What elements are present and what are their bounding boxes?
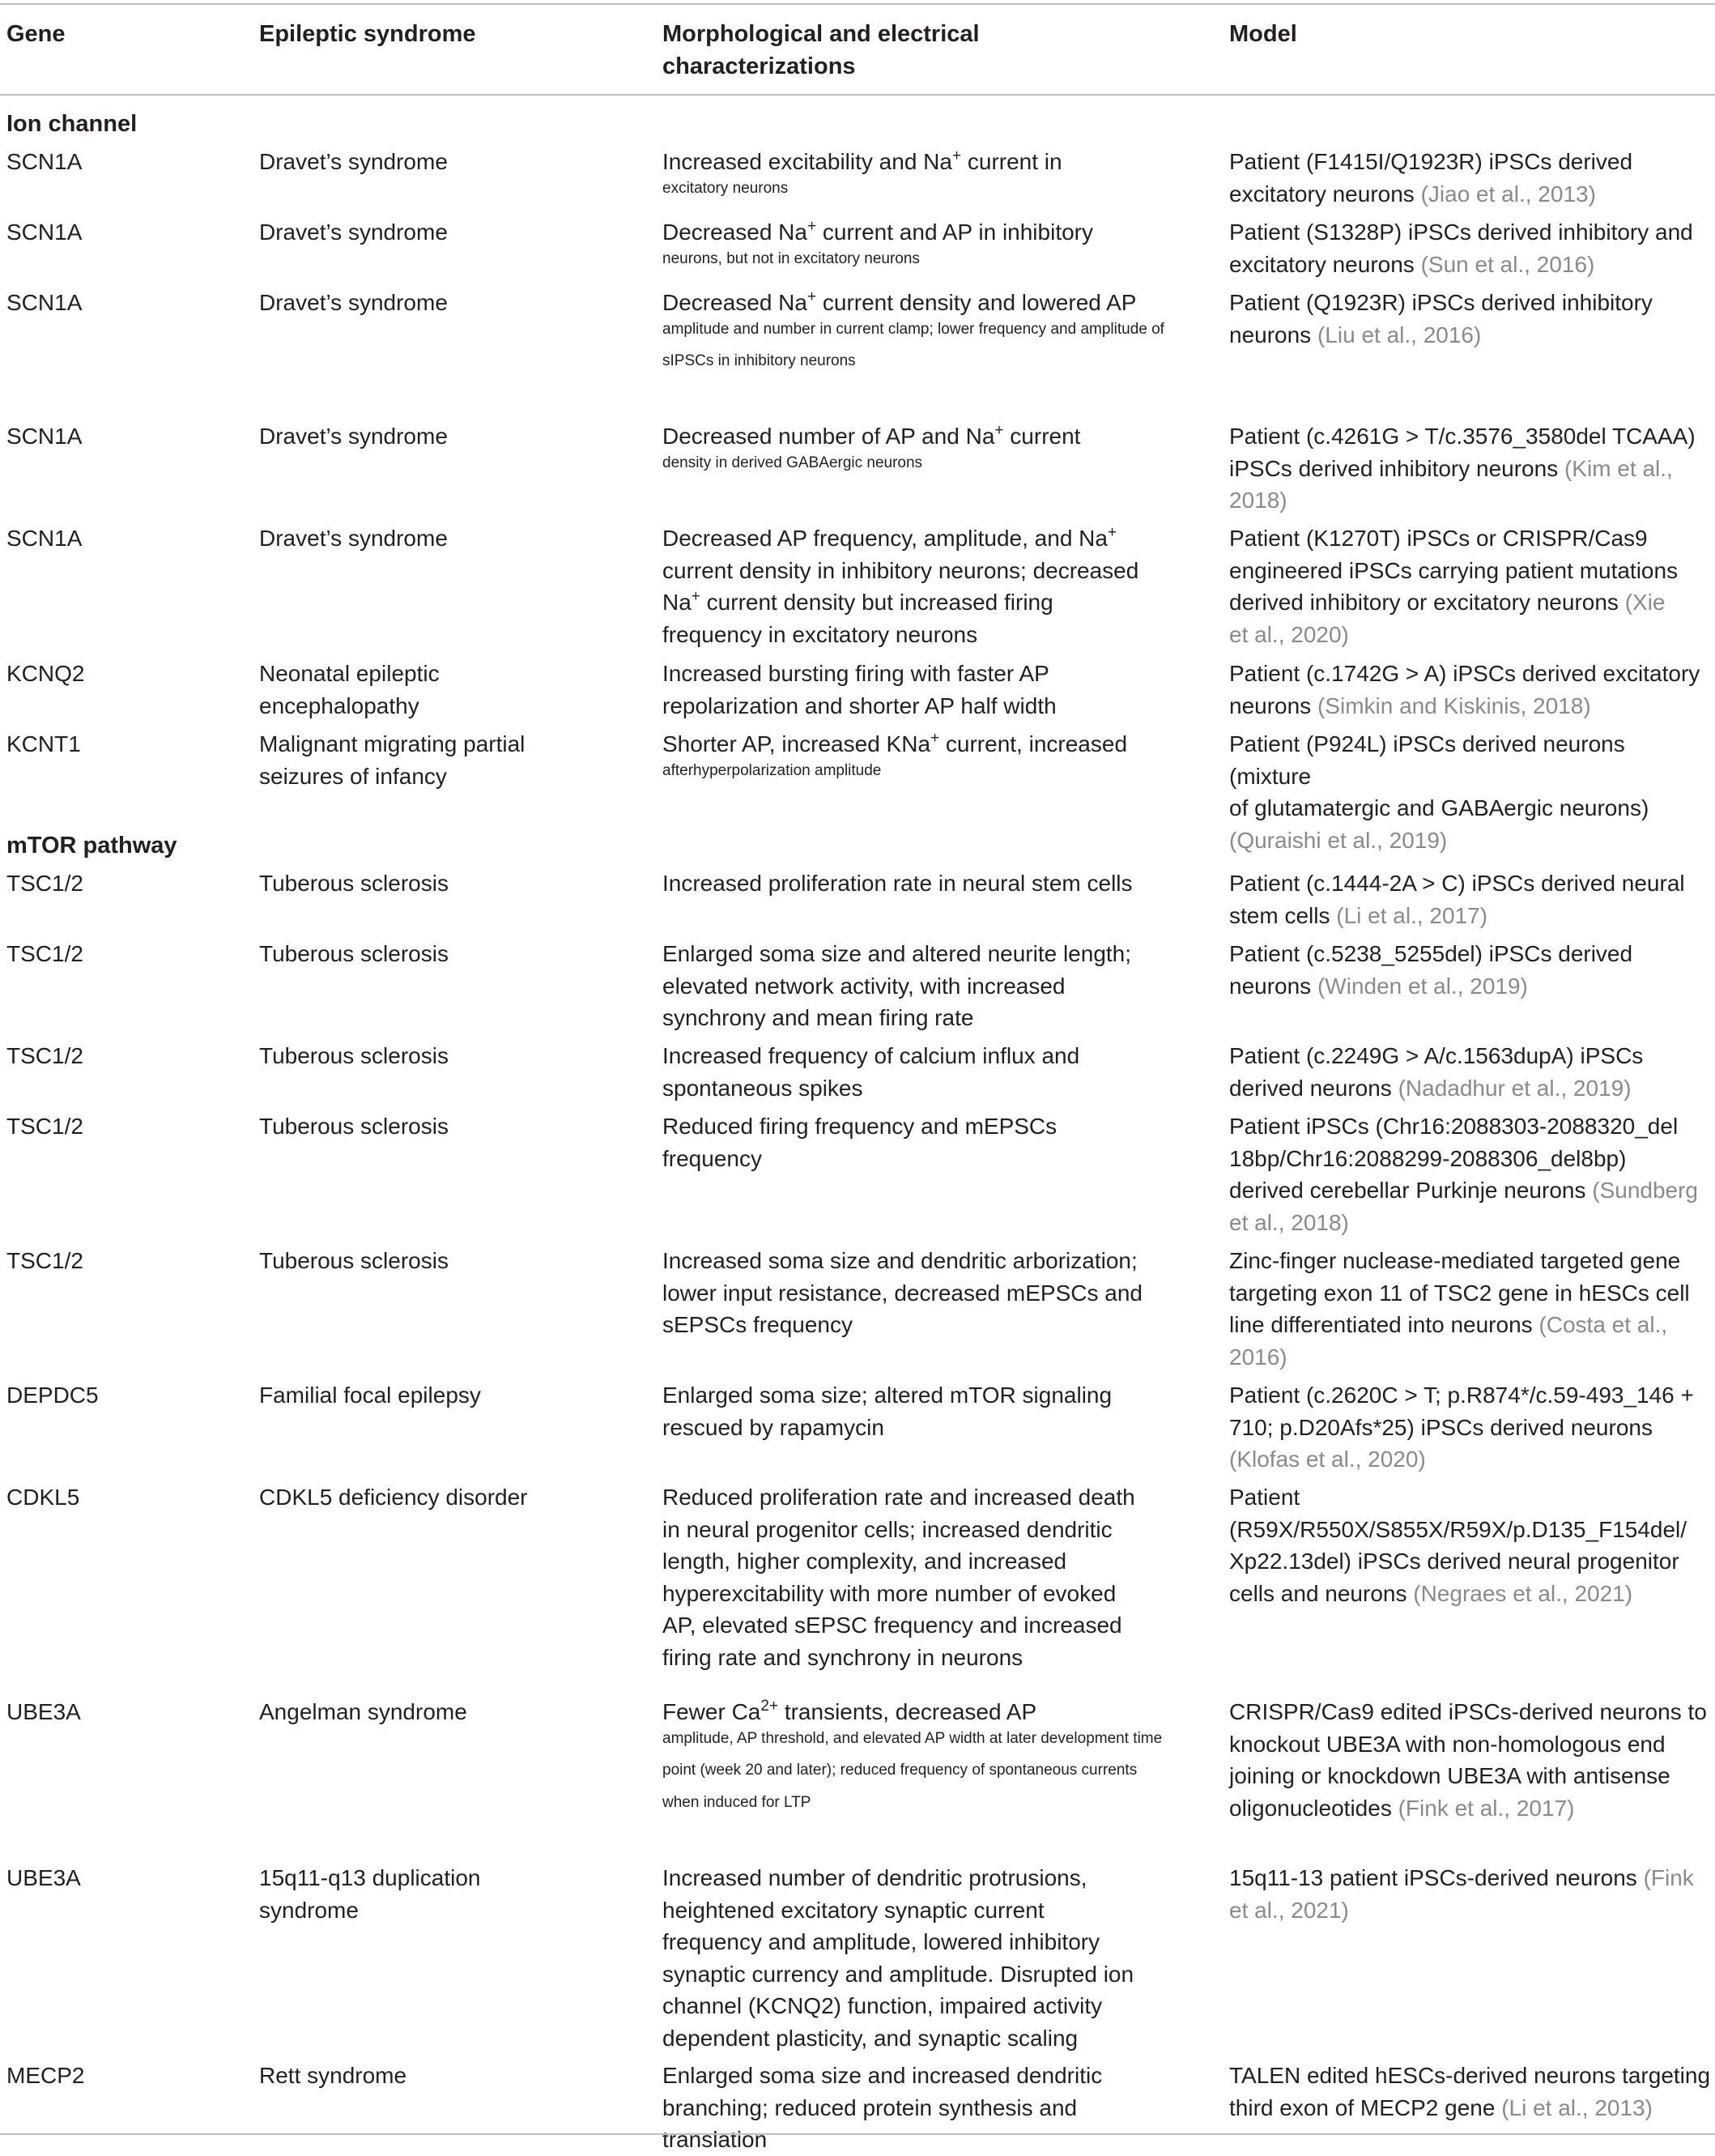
cell-gene: TSC1/2	[6, 1043, 83, 1068]
header-gene: Gene	[6, 21, 66, 47]
model-text: Patient (c.2620C > T; p.R874*/c.59-493_146 + 710; p.D20Afs*25) iPSCs derived neurons	[1229, 1383, 1694, 1440]
cell-model	[1229, 1696, 1711, 1824]
superscript-charge: amplitude, AP threshold, and elevated AP width at later development time point (week 20 and later); reduced frequency of spontaneous currents when induced for LTP	[662, 1729, 1163, 1811]
characterization-text: current in	[961, 149, 1062, 174]
characterization-text: current density and lowered AP	[816, 290, 1137, 315]
cell-gene: MECP2	[6, 2063, 85, 2088]
cell-syndrome: CDKL5 deficiency disorder	[259, 1485, 528, 1510]
characterization-text: Increased number of dendritic protrusions, heightened excitatory synaptic current frequency and amplitude, lowered inhibitory synaptic currency and amplitude. Disrupted ion channel (KCNQ2) function, impaired activity dependent plasticity, and synaptic scaling	[662, 1865, 1134, 2051]
cell-gene: TSC1/2	[6, 1114, 83, 1139]
section-ion-channel: Ion channel	[6, 111, 138, 137]
superscript-charge: +	[994, 422, 1004, 439]
cell-model	[1229, 1481, 1711, 1609]
citation-link[interactable]: (Sundberg et al., 2018)	[1229, 1178, 1699, 1235]
characterization-text: Enlarged soma size and increased dendritic branching; reduced protein synthesis and translation	[662, 2063, 1103, 2152]
cell-syndrome: Tuberous sclerosis	[259, 941, 449, 966]
cell-syndrome: Tuberous sclerosis	[259, 1248, 449, 1273]
model-text: Patient (F1415I/Q1923R) iPSCs derived excitatory neurons	[1229, 149, 1633, 207]
superscript-charge: +	[1107, 524, 1117, 541]
header-rule	[0, 94, 1715, 96]
citation-link[interactable]: (Xie et al., 2020)	[1229, 590, 1666, 647]
cell-gene: KCNQ2	[6, 661, 85, 686]
cell-syndrome: Malignant migrating partial seizures of infancy	[259, 731, 526, 789]
cell-gene: UBE3A	[6, 1699, 81, 1724]
cell-gene: KCNT1	[6, 731, 81, 756]
cell-syndrome: Tuberous sclerosis	[259, 1043, 449, 1068]
model-text: Patient (c.4261G > T/c.3576_3580del TCAAA) iPSCs derived inhibitory neurons	[1229, 424, 1696, 481]
characterization-text: Decreased number of AP and Na	[662, 424, 995, 449]
cell-syndrome: Angelman syndrome	[259, 1699, 467, 1724]
cell-syndrome: Tuberous sclerosis	[259, 871, 449, 896]
citation-link[interactable]: (Kim et al., 2018)	[1229, 455, 1673, 513]
citation-link[interactable]: (Winden et al., 2019)	[1317, 973, 1528, 999]
characterization-text: Enlarged soma size and altered neurite length; elevated network activity, with increased synchrony and mean firing rate	[662, 941, 1132, 1030]
cell-model	[1229, 522, 1711, 650]
characterization-text: Reduced proliferation rate and increased death in neural progenitor cells; increased dendritic length, higher complexity, and increased hyperexcitability with more number of evoked AP, elevated sEPSC frequency and increased firing rate and synchrony in neurons	[662, 1485, 1135, 1670]
characterization-text: transients, decreased AP	[778, 1699, 1037, 1724]
cell-model	[1229, 1110, 1711, 1238]
characterization-text: current and AP in inhibitory	[816, 219, 1093, 245]
cell-syndrome: Neonatal epileptic encephalopathy	[259, 661, 440, 718]
cell-model	[1229, 728, 1711, 856]
superscript-charge: afterhyperpolarization amplitude	[662, 761, 882, 779]
superscript-charge: +	[930, 730, 940, 747]
model-text: Patient (R59X/R550X/S855X/R59X/p.D135_F154del/ Xp22.13del) iPSCs derived neural progenitor cells and neurons	[1229, 1485, 1687, 1606]
characterization-text: current, increased	[939, 731, 1128, 756]
cell-gene: CDKL5	[6, 1485, 80, 1510]
superscript-charge: neurons, but not in excitatory neurons	[662, 249, 920, 267]
characterization-text: current density but increased firing frequency in excitatory neurons	[662, 590, 1053, 647]
cell-model	[1229, 146, 1711, 210]
cell-gene: SCN1A	[6, 526, 83, 551]
characterization-text: Decreased Na	[662, 290, 807, 315]
citation-link[interactable]: (Fink et al., 2021)	[1229, 1865, 1694, 1923]
superscript-charge: excitatory neurons	[662, 179, 789, 197]
superscript-charge: +	[806, 288, 817, 305]
characterization-text: Enlarged soma size; altered mTOR signaling rescued by rapamycin	[662, 1383, 1113, 1440]
cell-model	[1229, 1040, 1711, 1104]
characterization-text: Increased soma size and dendritic arborization; lower input resistance, decreased mEPSCs and sEPSCs frequency	[662, 1248, 1143, 1337]
model-text: Patient (S1328P) iPSCs derived inhibitory and excitatory neurons	[1229, 219, 1693, 277]
cell-syndrome: Dravet’s syndrome	[259, 290, 448, 315]
model-text: Patient (c.2249G > A/c.1563dupA) iPSCs derived neurons	[1229, 1043, 1644, 1101]
characterization-text: Fewer Ca	[662, 1699, 761, 1724]
cell-syndrome: Dravet’s syndrome	[259, 424, 448, 449]
cell-model	[1229, 1245, 1711, 1373]
cell-model	[1229, 420, 1711, 517]
cell-syndrome: Dravet’s syndrome	[259, 219, 448, 245]
characterization-text: Increased frequency of calcium influx and spontaneous spikes	[662, 1043, 1080, 1101]
characterization-text: Decreased Na	[662, 219, 807, 245]
characterization-text: Na	[662, 590, 692, 615]
citation-link[interactable]: (Costa et al., 2016)	[1229, 1312, 1668, 1370]
model-text: 15q11-13 patient iPSCs-derived neurons	[1229, 1865, 1644, 1890]
cell-gene: UBE3A	[6, 1865, 81, 1890]
model-text: Patient (Q1923R) iPSCs derived inhibitory neurons	[1229, 290, 1653, 347]
cell-characterization	[662, 728, 1164, 792]
cell-characterization	[662, 2060, 1164, 2156]
characterization-text: Decreased AP frequency, amplitude, and Na	[662, 526, 1108, 551]
cell-gene: DEPDC5	[6, 1383, 99, 1408]
cell-gene: SCN1A	[6, 149, 83, 174]
model-text: Patient iPSCs (Chr16:2088303-2088320_del 18bp/Chr16:2088299-2088306_del8bp) derived cerebellar Purkinje neurons	[1229, 1114, 1679, 1203]
cell-characterization	[662, 867, 1164, 900]
model-text: Patient (c.1444-2A > C) iPSCs derived neural stem cells	[1229, 871, 1685, 928]
header-syndrome: Epileptic syndrome	[259, 21, 476, 47]
cell-model	[1229, 287, 1711, 351]
cell-characterization	[662, 1110, 1164, 1174]
citation-link[interactable]: (Klofas et al., 2020)	[1229, 1447, 1426, 1472]
cell-characterization	[662, 216, 1164, 280]
model-text: Zinc-finger nuclease-mediated targeted gene targeting exon 11 of TSC2 gene in hESCs cell line differentiated into neurons	[1229, 1248, 1690, 1337]
cell-model	[1229, 216, 1711, 280]
cell-model	[1229, 1379, 1711, 1476]
cell-model	[1229, 938, 1711, 1002]
cell-gene: SCN1A	[6, 424, 83, 449]
cell-gene: TSC1/2	[6, 871, 83, 896]
cell-characterization	[662, 1245, 1164, 1341]
citation-link[interactable]: (Quraishi et al., 2019)	[1229, 827, 1448, 853]
citation-link[interactable]: (Jiao et al., 2013)	[1420, 181, 1596, 207]
citation-link[interactable]: (Liu et al., 2016)	[1317, 322, 1482, 347]
cell-model	[1229, 658, 1711, 722]
citation-link[interactable]: (Simkin and Kiskinis, 2018)	[1317, 692, 1591, 718]
cell-syndrome: 15q11-q13 duplication syndrome	[259, 1865, 481, 1923]
cell-characterization	[662, 1040, 1164, 1104]
model-text: Patient (c.1742G > A) iPSCs derived excitatory neurons	[1229, 661, 1700, 718]
characterization-text: Increased proliferation rate in neural stem cells	[662, 871, 1133, 896]
model-text: TALEN edited hESCs-derived neurons targeting third exon of MECP2 gene	[1229, 2063, 1711, 2120]
citation-link[interactable]: (Nadadhur et al., 2019)	[1398, 1075, 1632, 1101]
cell-characterization	[662, 287, 1164, 383]
model-text: CRISPR/Cas9 edited iPSCs-derived neurons to knockout UBE3A with non-homologous end joining or knockdown UBE3A with antisense oligonucleotides	[1229, 1699, 1707, 1821]
cell-characterization	[662, 938, 1164, 1034]
cell-gene: SCN1A	[6, 290, 83, 315]
citation-link[interactable]: (Fink et al., 2017)	[1398, 1795, 1575, 1821]
cell-gene: TSC1/2	[6, 1248, 83, 1273]
citation-link[interactable]: (Negraes et al., 2021)	[1413, 1580, 1633, 1606]
characterization-text: Shorter AP, increased KNa	[662, 731, 931, 756]
cell-syndrome: Tuberous sclerosis	[259, 1114, 449, 1139]
characterization-text: Reduced firing frequency and mEPSCs frequency	[662, 1114, 1058, 1171]
cell-characterization	[662, 1481, 1164, 1673]
cell-model	[1229, 1862, 1711, 1926]
cell-gene: TSC1/2	[6, 941, 83, 966]
model-text: Patient (P924L) iPSCs derived neurons (mixture of glutamatergic and GABAergic neurons)	[1229, 731, 1649, 820]
characterization-text: current density in inhibitory neurons; decreased	[662, 557, 1139, 583]
cell-characterization	[662, 522, 1164, 650]
superscript-charge: +	[806, 218, 817, 235]
cell-characterization	[662, 1379, 1164, 1443]
characterization-text: current	[1003, 424, 1081, 449]
characterization-text: Increased bursting firing with faster AP repolarization and shorter AP half width	[662, 661, 1057, 718]
cell-model	[1229, 2060, 1711, 2124]
table-top-rule	[0, 3, 1715, 5]
superscript-charge: 2+	[760, 1698, 779, 1715]
header-model: Model	[1229, 21, 1297, 47]
cell-characterization	[662, 1862, 1164, 2054]
cell-syndrome: Rett syndrome	[259, 2063, 407, 2088]
cell-characterization	[662, 1696, 1164, 1824]
model-text: Patient (c.5238_5255del) iPSCs derived neurons	[1229, 941, 1633, 999]
cell-characterization	[662, 146, 1164, 210]
citation-link[interactable]: (Li et al., 2013)	[1501, 2094, 1653, 2120]
characterization-text: Increased excitability and Na	[662, 149, 952, 174]
cell-characterization	[662, 658, 1164, 722]
superscript-charge: +	[691, 588, 700, 605]
citation-link[interactable]: (Li et al., 2017)	[1336, 902, 1488, 928]
cell-gene: SCN1A	[6, 219, 83, 245]
superscript-charge: +	[951, 147, 962, 164]
model-text: Patient (K1270T) iPSCs or CRISPR/Cas9 engineered iPSCs carrying patient mutations derived inhibitory or excitatory neurons	[1229, 526, 1679, 615]
cell-syndrome: Dravet’s syndrome	[259, 149, 448, 174]
superscript-charge: amplitude and number in current clamp; lower frequency and amplitude of sIPSCs in inhibitory neurons	[662, 320, 1164, 369]
header-characterization: Morphological and electrical characterizations	[662, 21, 980, 79]
citation-link[interactable]: (Sun et al., 2016)	[1420, 251, 1595, 277]
cell-syndrome: Familial focal epilepsy	[259, 1383, 481, 1408]
cell-characterization	[662, 420, 1164, 484]
cell-syndrome: Dravet’s syndrome	[259, 526, 448, 551]
superscript-charge: density in derived GABAergic neurons	[662, 454, 923, 471]
cell-model	[1229, 867, 1711, 931]
section-mtor-pathway: mTOR pathway	[6, 833, 177, 859]
